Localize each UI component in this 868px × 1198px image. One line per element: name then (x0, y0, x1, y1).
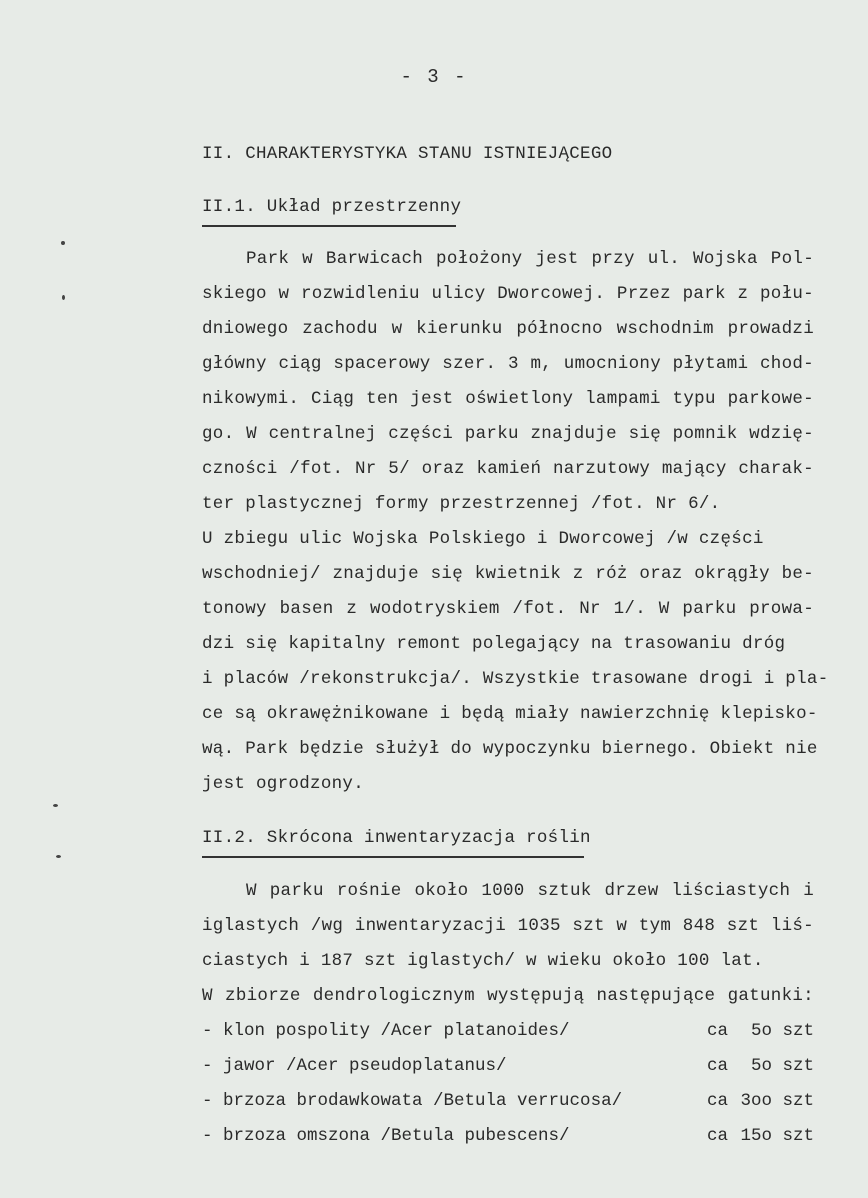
paragraph-line: Park w Barwicach położony jest przy ul. Wojska Pol- (246, 249, 814, 269)
species-quantity: 5o szt (750, 1021, 814, 1041)
species-approx: ca (707, 1091, 729, 1111)
paragraph-line: W parku rośnie około 1000 sztuk drzew liściastych i (246, 881, 814, 901)
species-row (202, 1055, 814, 1077)
species-row (202, 1125, 814, 1147)
subsection-2-heading: II.2. Skrócona inwentaryzacja roślin (202, 828, 591, 848)
paragraph-line: czności /fot. Nr 5/ oraz kamień narzutowy mający charak- (202, 459, 814, 479)
paragraph-line: wschodniej/ znajduje się kwietnik z róż oraz okrągły be- (202, 564, 814, 584)
paragraph-line: W zbiorze dendrologicznym występują następujące gatunki: (202, 986, 814, 1006)
page-number: - 3 - (400, 66, 468, 88)
paragraph-line: tonowy basen z wodotryskiem /fot. Nr 1/. W parku prowa- (202, 599, 814, 619)
scan-speck (53, 804, 58, 807)
paragraph-line: ce są okrawężnikowane i będą miały nawierzchnię klepisko- (202, 704, 818, 724)
paragraph-line: ciastych i 187 szt iglastych/ w wieku około 100 lat. (202, 951, 764, 971)
paragraph-line: ter plastycznej formy przestrzennej /fot. Nr 6/. (202, 494, 721, 514)
paragraph-line: jest ogrodzony. (202, 774, 365, 794)
subsection-2-underline (202, 856, 584, 858)
paragraph-line: go. W centralnej części parku znajduje się pomnik wdzię- (202, 424, 814, 444)
scan-speck (62, 295, 65, 300)
paragraph-line: dzi się kapitalny remont polegający na trasowaniu dróg (202, 634, 786, 654)
subsection-1-underline (202, 225, 456, 227)
species-row (202, 1020, 814, 1042)
paragraph-line: iglastych /wg inwentaryzacji 1035 szt w tym 848 szt liś- (202, 916, 814, 936)
paragraph-line: nikowymi. Ciąg ten jest oświetlony lampami typu parkowe- (202, 389, 814, 409)
species-approx: ca (707, 1021, 729, 1041)
species-name: - klon pospolity /Acer platanoides/ (202, 1021, 570, 1041)
species-name: - brzoza brodawkowata /Betula verrucosa/ (202, 1091, 623, 1111)
paragraph-line: i placów /rekonstrukcja/. Wszystkie trasowane drogi i pla- (202, 669, 829, 689)
paragraph-line: dniowego zachodu w kierunku północno wschodnim prowadzi (202, 319, 814, 339)
species-name: - brzoza omszona /Betula pubescens/ (202, 1126, 570, 1146)
species-row (202, 1090, 814, 1112)
scan-speck (61, 241, 65, 245)
species-approx: ca (707, 1056, 729, 1076)
paragraph-line: główny ciąg spacerowy szer. 3 m, umocniony płytami chod- (202, 354, 814, 374)
species-name: - jawor /Acer pseudoplatanus/ (202, 1056, 507, 1076)
paragraph-line: wą. Park będzie służył do wypoczynku biernego. Obiekt nie (202, 739, 818, 759)
section-title: II. CHARAKTERYSTYKA STANU ISTNIEJĄCEGO (202, 144, 613, 164)
subsection-1-heading: II.1. Układ przestrzenny (202, 197, 462, 217)
paragraph-line: skiego w rozwidleniu ulicy Dworcowej. Przez park z połu- (202, 284, 814, 304)
scan-speck (56, 855, 61, 858)
species-quantity: 5o szt (750, 1056, 814, 1076)
species-quantity: 3oo szt (740, 1091, 814, 1111)
species-quantity: 15o szt (740, 1126, 814, 1146)
species-approx: ca (707, 1126, 729, 1146)
paragraph-line: U zbiegu ulic Wojska Polskiego i Dworcowej /w części (202, 529, 764, 549)
